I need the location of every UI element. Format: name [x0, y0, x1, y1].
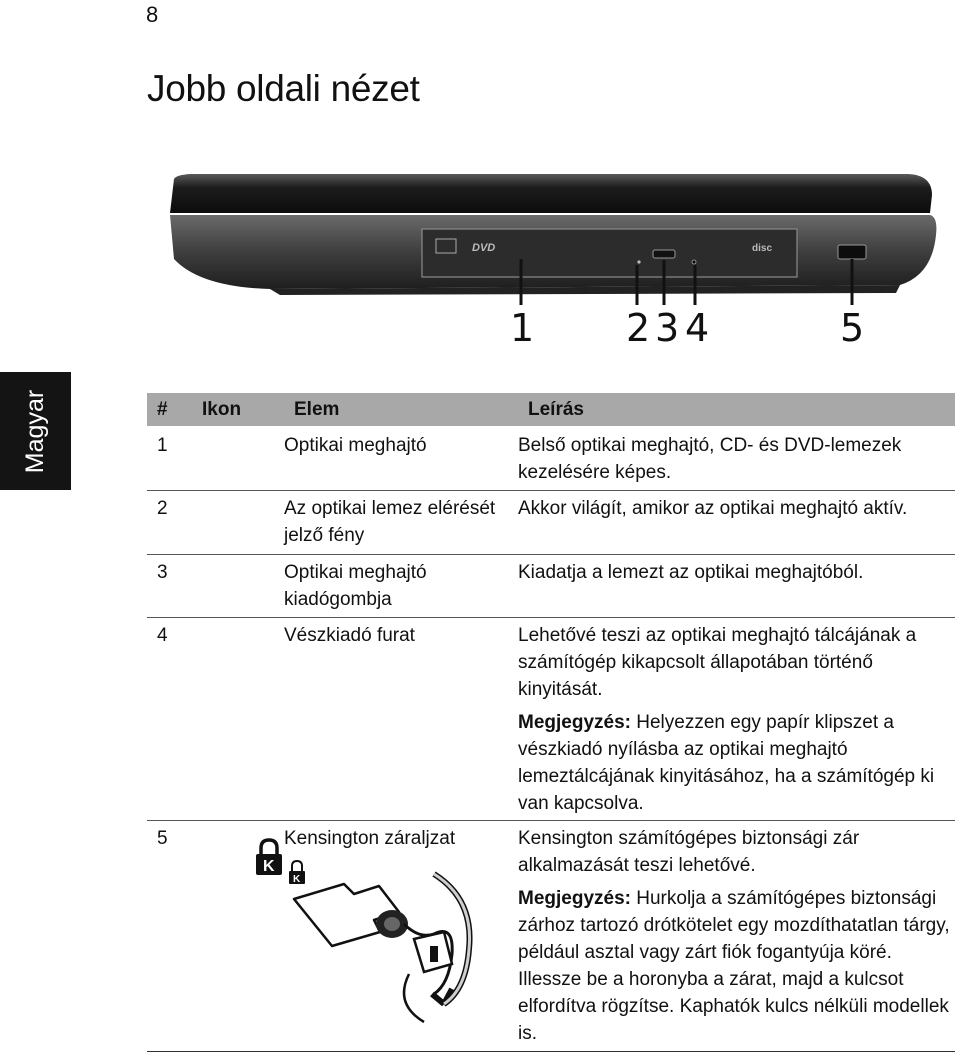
header-description: Leírás	[518, 393, 955, 427]
header-icon: Ikon	[192, 393, 284, 427]
row-description	[518, 491, 955, 555]
row-num: 1	[147, 427, 192, 491]
eject-button	[653, 250, 675, 258]
note-text: Hurkolja a számítógépes biztonsági zárhoz tartozó drótkötelet egy mozdíthatatlan tárgy, például asztal vagy zárt fiók fogantyúja köré. Illessze be a horonyba a zárat, majd a kulcsot elfordítva rögzítse. Kaphatók kulcs nélküli modellek is.	[518, 888, 950, 1044]
row-num: 3	[147, 555, 192, 618]
language-tab-label: Magyar	[21, 389, 49, 473]
note-label: Megjegyzés:	[518, 712, 631, 733]
row-description-text: Kiadatja a lemezt az optikai meghajtóból.	[518, 562, 864, 583]
row-icon	[192, 491, 284, 555]
row-note	[518, 885, 955, 1047]
header-item: Elem	[284, 393, 518, 427]
row-description	[518, 618, 955, 821]
row-description-text: Belső optikai meghajtó, CD- és DVD-lemezek kezelésére képes.	[518, 435, 902, 483]
table-row	[147, 821, 955, 1052]
svg-text:K: K	[293, 874, 301, 885]
table-header-row	[147, 393, 955, 427]
row-description	[518, 427, 955, 491]
laptop-right-side-figure	[160, 165, 940, 355]
drive-activity-led	[637, 260, 640, 263]
table-row	[147, 491, 955, 555]
row-icon	[192, 821, 284, 1052]
callout-4: 4	[685, 306, 710, 350]
callout-5: 5	[840, 306, 865, 350]
language-tab	[0, 372, 71, 490]
note-text: Helyezzen egy papír klipszet a vészkiadó nyílásba az optikai meghajtó lemeztálcájának kinyitásához, ha a számítógép ki van kapcsolva.	[518, 712, 935, 814]
kensington-slot	[838, 245, 866, 259]
row-icon	[192, 427, 284, 491]
row-item: Optikai meghajtó kiadógombja	[284, 555, 518, 618]
page-title: Jobb oldali nézet	[147, 68, 420, 109]
dvd-logo: DVD	[472, 242, 496, 254]
table-row	[147, 555, 955, 618]
table-row	[147, 618, 955, 821]
header-num: #	[147, 393, 192, 427]
kensington-lock-diagram-icon	[284, 854, 479, 1024]
table-row	[147, 427, 955, 491]
row-num: 4	[147, 618, 192, 821]
kensington-lock-icon	[254, 837, 284, 877]
row-item: Az optikai lemez elérését jelző fény	[284, 491, 518, 555]
row-description	[518, 821, 955, 1052]
row-item: Optikai meghajtó	[284, 427, 518, 491]
page-number: 8	[146, 2, 159, 27]
row-num: 5	[147, 821, 192, 1052]
emergency-eject-hole	[692, 260, 696, 264]
row-num: 2	[147, 491, 192, 555]
row-description-text: Kensington számítógépes biztonsági zár alkalmazását teszi lehetővé.	[518, 828, 860, 876]
compact-disc-logo: disc	[752, 243, 773, 254]
callout-2: 2	[626, 306, 651, 350]
row-item	[284, 821, 518, 1052]
note-label: Megjegyzés:	[518, 888, 631, 909]
spec-table	[147, 393, 955, 1052]
laptop-lid	[170, 174, 932, 213]
row-note	[518, 709, 955, 817]
row-item: Vészkiadó furat	[284, 618, 518, 821]
svg-text:K: K	[263, 858, 275, 875]
row-description-text: Akkor világít, amikor az optikai meghajtó aktív.	[518, 498, 908, 519]
row-icon	[192, 555, 284, 618]
row-description-text: Lehetővé teszi az optikai meghajtó tálcájának a számítógép kikapcsolt állapotában történő kinyitását.	[518, 625, 917, 700]
row-icon	[192, 618, 284, 821]
row-item-label: Kensington záraljzat	[284, 828, 456, 849]
callout-3: 3	[655, 306, 680, 350]
row-description	[518, 555, 955, 618]
callout-1: 1	[510, 306, 535, 350]
